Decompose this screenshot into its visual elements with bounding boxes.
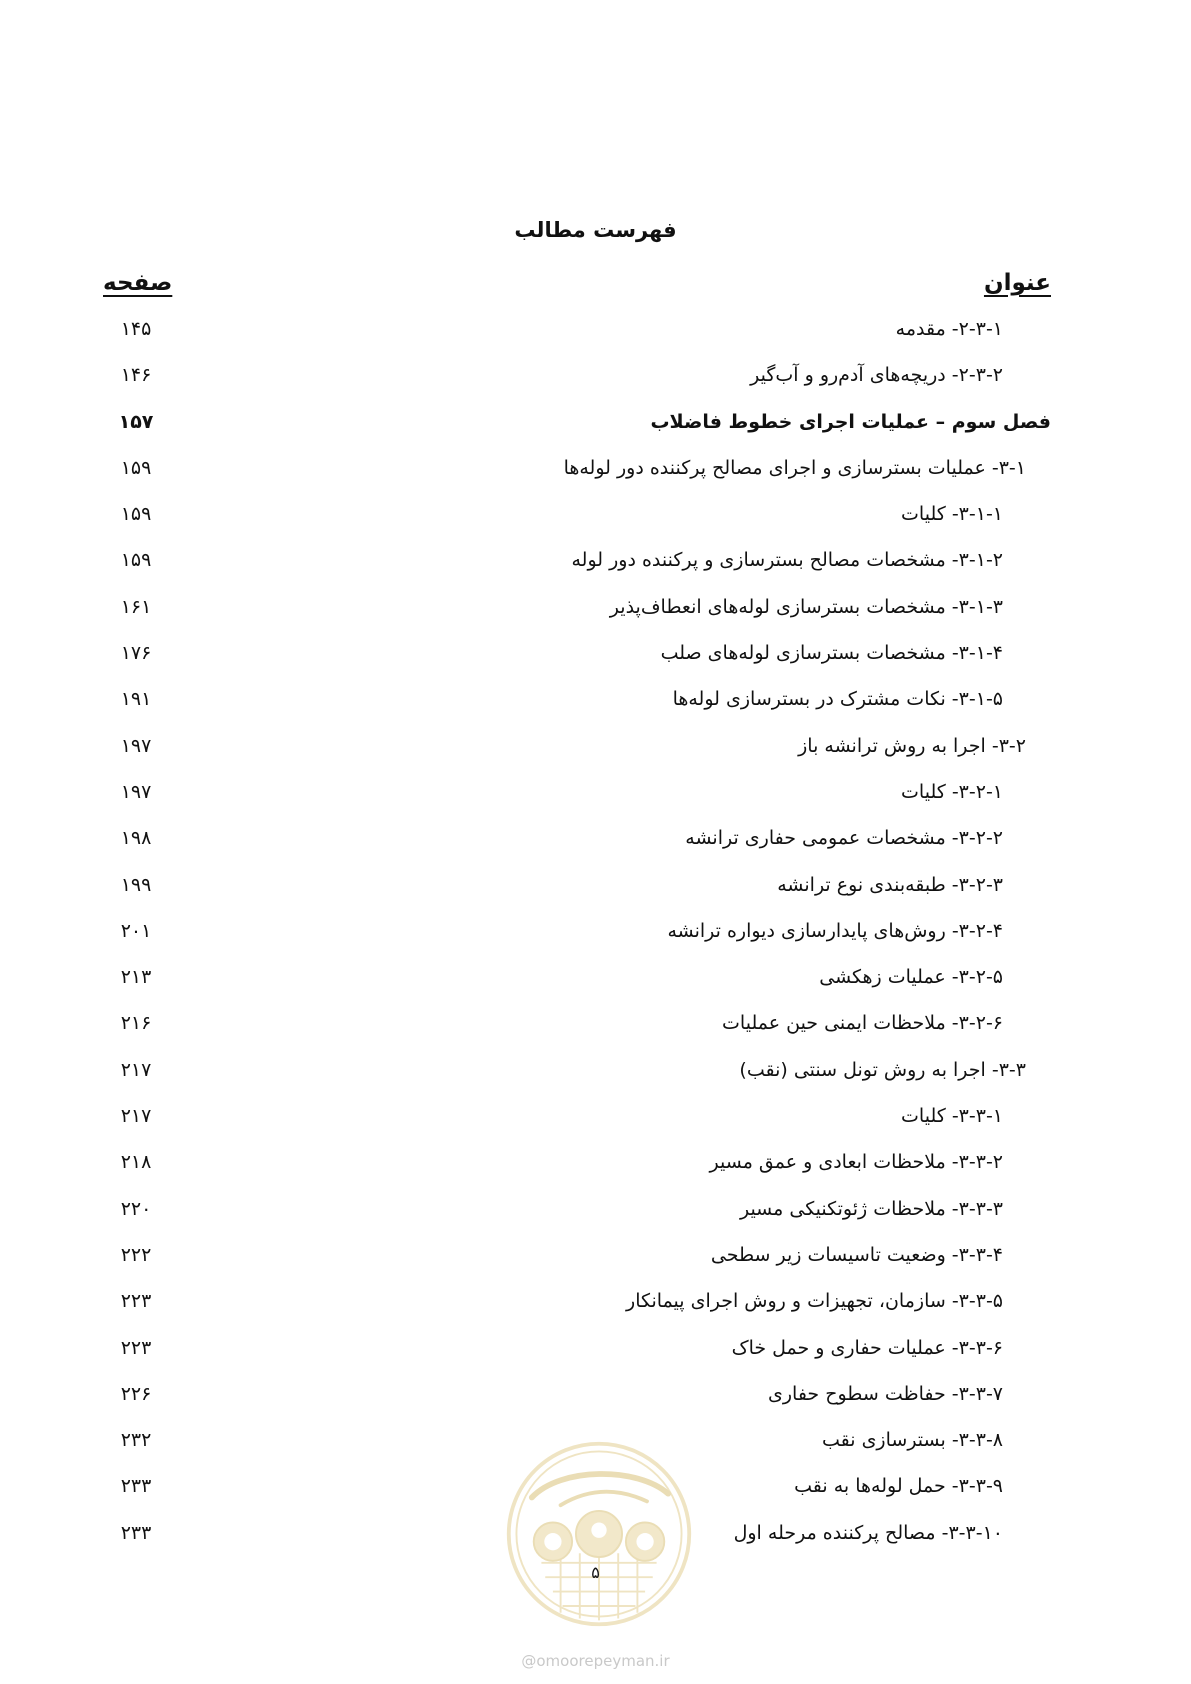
toc-entry-title: فصل سوم – عملیات اجرای خطوط فاضلاب bbox=[650, 410, 1051, 433]
toc-entry-page: ۲۱۶ bbox=[120, 1012, 152, 1035]
toc-entry[interactable] bbox=[0, 1375, 1191, 1421]
toc-entry-title: ۳-۱-۳- مشخصات بسترسازی لوله‌های انعطاف‌پذیر bbox=[609, 595, 1003, 618]
toc-entry-title: ۳-۳-۱۰- مصالح پرکننده مرحله اول bbox=[733, 1521, 1003, 1544]
toc-entry-title: ۳-۳-۷- حفاظت سطوح حفاری bbox=[767, 1382, 1003, 1405]
toc-entry-title: ۳-۲-۲- مشخصات عمومی حفاری ترانشه bbox=[685, 827, 1003, 850]
page-title: فهرست مطالب bbox=[514, 218, 677, 242]
toc-entry[interactable] bbox=[0, 588, 1191, 634]
toc-entry-title: ۳-۳-۹- حمل لوله‌ها به نقب bbox=[794, 1475, 1003, 1498]
toc-entry-page: ۱۷۶ bbox=[120, 642, 152, 665]
toc-entry[interactable] bbox=[0, 958, 1191, 1004]
toc-entry-page: ۲۰۱ bbox=[120, 919, 152, 942]
toc-entry-page: ۲۳۳ bbox=[120, 1475, 152, 1498]
toc-entry-title: ۳-۳-۶- عملیات حفاری و حمل خاک bbox=[731, 1336, 1003, 1359]
toc-entry[interactable] bbox=[0, 356, 1191, 402]
toc-chapter-entry[interactable] bbox=[0, 403, 1191, 449]
toc-entry[interactable] bbox=[0, 773, 1191, 819]
toc-entry[interactable] bbox=[0, 634, 1191, 680]
table-of-contents bbox=[0, 310, 1191, 1560]
toc-entry-page: ۲۱۳ bbox=[120, 966, 152, 989]
toc-entry[interactable] bbox=[0, 1329, 1191, 1375]
toc-entry[interactable] bbox=[0, 1282, 1191, 1328]
toc-entry-title: ۳-۳-۴- وضعیت تاسیسات زیر سطحی bbox=[710, 1243, 1003, 1266]
toc-entry-page: ۲۱۷ bbox=[120, 1058, 152, 1081]
toc-entry-page: ۲۲۲ bbox=[120, 1243, 152, 1266]
toc-entry[interactable] bbox=[0, 495, 1191, 541]
page-number: ۵ bbox=[591, 1563, 600, 1582]
toc-entry-page: ۱۹۹ bbox=[120, 873, 152, 896]
toc-entry[interactable] bbox=[0, 727, 1191, 773]
toc-entry[interactable] bbox=[0, 819, 1191, 865]
toc-entry-title: ۳-۲-۴- روش‌های پایدارسازی دیواره ترانشه bbox=[667, 919, 1003, 942]
toc-entry[interactable] bbox=[0, 1004, 1191, 1050]
toc-entry[interactable] bbox=[0, 1236, 1191, 1282]
toc-entry[interactable] bbox=[0, 912, 1191, 958]
toc-entry[interactable] bbox=[0, 866, 1191, 912]
toc-entry-title: ۳-۱-۲- مشخصات مصالح بسترسازی و پرکننده دور لوله bbox=[571, 549, 1003, 572]
toc-entry-title: ۳-۱- عملیات بسترسازی و اجرای مصالح پرکننده دور لوله‌ها bbox=[563, 456, 1026, 479]
toc-entry-page: ۲۲۶ bbox=[120, 1382, 152, 1405]
toc-entry-title: ۳-۲-۱- کلیات bbox=[901, 780, 1003, 803]
page-column-header: صفحه bbox=[103, 270, 173, 296]
toc-entry-title: ۳-۲-۳- طبقه‌بندی نوع ترانشه bbox=[777, 873, 1003, 896]
toc-entry[interactable] bbox=[0, 541, 1191, 587]
toc-entry-page: ۱۹۷ bbox=[120, 734, 152, 757]
toc-entry-title: ۳-۲-۵- عملیات زهکشی bbox=[819, 966, 1003, 989]
toc-entry[interactable] bbox=[0, 449, 1191, 495]
watermark-logo bbox=[503, 1438, 695, 1630]
toc-entry-title: ۳-۳-۵- سازمان، تجهیزات و روش اجرای پیمانکار bbox=[626, 1290, 1003, 1313]
toc-entry-title: ۳-۱-۱- کلیات bbox=[901, 503, 1003, 526]
toc-entry[interactable] bbox=[0, 310, 1191, 356]
toc-entry-title: ۳-۱-۵- نکات مشترک در بسترسازی لوله‌ها bbox=[672, 688, 1003, 711]
toc-entry[interactable] bbox=[0, 680, 1191, 726]
toc-entry-title: ۳-۳-۱- کلیات bbox=[901, 1105, 1003, 1128]
toc-entry-page: ۱۴۵ bbox=[120, 318, 152, 340]
toc-entry-page: ۱۴۶ bbox=[120, 364, 152, 387]
toc-entry-page: ۱۵۹ bbox=[120, 456, 152, 479]
toc-entry-page: ۱۹۷ bbox=[120, 780, 152, 803]
toc-entry-page: ۲۲۰ bbox=[120, 1197, 152, 1220]
toc-entry[interactable] bbox=[0, 1190, 1191, 1236]
toc-entry[interactable] bbox=[0, 1097, 1191, 1143]
toc-entry-page: ۲۳۳ bbox=[120, 1521, 152, 1544]
title-column-header: عنوان bbox=[983, 270, 1051, 296]
toc-entry-title: ۳-۳-۸- بسترسازی نقب bbox=[821, 1429, 1003, 1452]
toc-entry-title: ۲-۳-۲- دریچه‌های آدم‌رو و آب‌گیر bbox=[750, 364, 1003, 387]
toc-entry-page: ۱۵۹ bbox=[120, 503, 152, 526]
toc-entry[interactable] bbox=[0, 1143, 1191, 1189]
toc-entry-title: ۳-۳-۳- ملاحظات ژئوتکنیکی مسیر bbox=[739, 1197, 1003, 1220]
toc-entry-page: ۲۲۳ bbox=[120, 1336, 152, 1359]
toc-entry-page: ۱۹۸ bbox=[120, 827, 152, 850]
toc-entry-page: ۱۹۱ bbox=[120, 688, 152, 711]
toc-entry-title: ۲-۳-۱- مقدمه bbox=[895, 318, 1003, 340]
toc-entry-title: ۳-۲-۶- ملاحظات ایمنی حین عملیات bbox=[722, 1012, 1003, 1035]
toc-entry-title: ۳-۲- اجرا به روش ترانشه باز bbox=[798, 734, 1026, 757]
toc-entry-page: ۱۵۹ bbox=[120, 549, 152, 572]
watermark-url: @omoorepeyman.ir bbox=[521, 1652, 670, 1670]
toc-entry[interactable] bbox=[0, 1051, 1191, 1097]
toc-entry-title: ۳-۳- اجرا به روش تونل سنتی (نقب) bbox=[739, 1058, 1026, 1081]
toc-entry-page: ۲۳۲ bbox=[120, 1429, 152, 1452]
toc-entry-title: ۳-۱-۴- مشخصات بسترسازی لوله‌های صلب bbox=[660, 642, 1003, 665]
toc-entry-page: ۲۱۷ bbox=[120, 1105, 152, 1128]
toc-entry-page: ۱۶۱ bbox=[120, 595, 152, 618]
toc-entry-page: ۱۵۷ bbox=[118, 410, 154, 433]
toc-entry-page: ۲۲۳ bbox=[120, 1290, 152, 1313]
toc-entry-title: ۳-۳-۲- ملاحظات ابعادی و عمق مسیر bbox=[709, 1151, 1003, 1174]
toc-entry-page: ۲۱۸ bbox=[120, 1151, 152, 1174]
